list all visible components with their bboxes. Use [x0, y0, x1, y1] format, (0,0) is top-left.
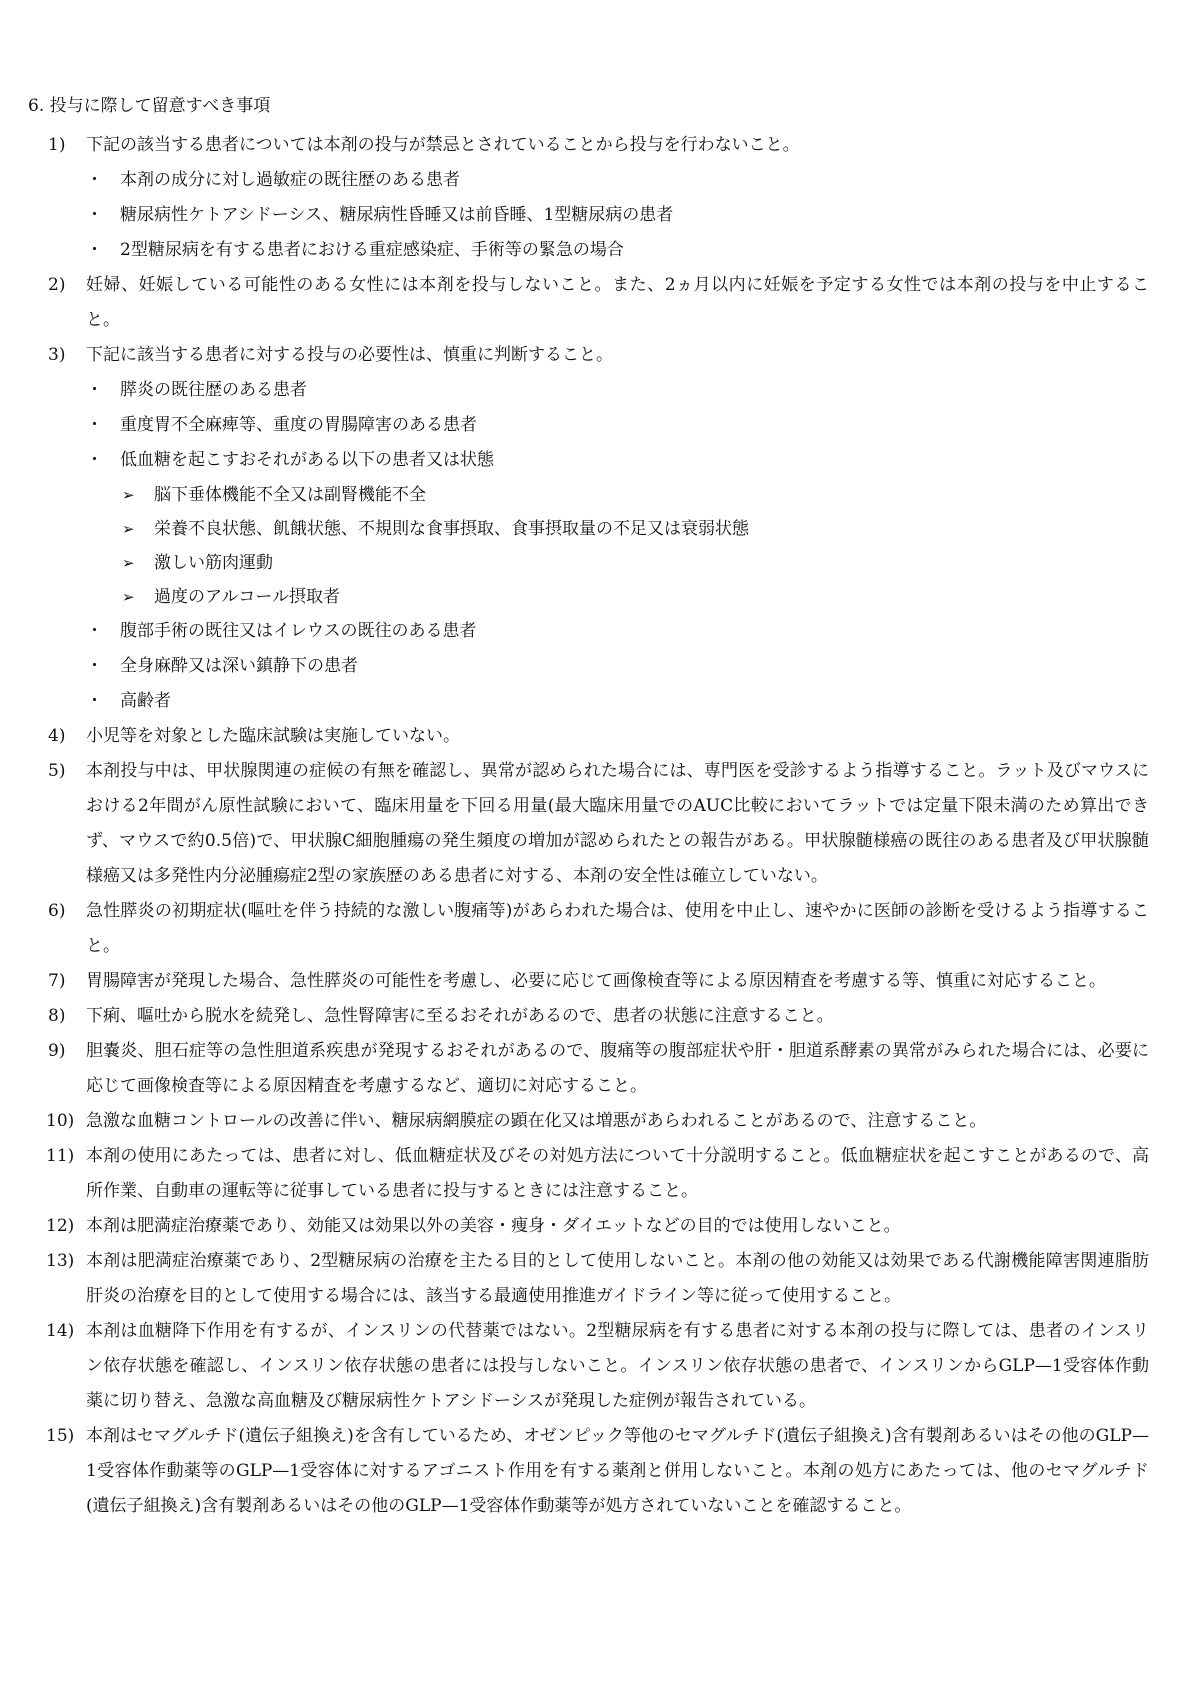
list-item-8	[0, 999, 1149, 1034]
item-number: 5)	[48, 761, 66, 781]
item-text: 小児等を対象とした臨床試験は実施していない。	[86, 726, 460, 746]
arrow-bullet-icon: ➢	[122, 520, 135, 538]
list-item-11	[0, 1139, 1149, 1209]
list-item-5	[0, 754, 1149, 894]
item-number: 15)	[46, 1426, 75, 1446]
item-text: 本剤は肥満症治療薬であり、2型糖尿病の治療を主たる目的として使用しないこと。本剤の他の効能又は効果である代謝機能障害関連脂肪肝炎の治療を目的として使用する場合には、該当する最適使用推進ガイドライン等に従って使用すること。	[86, 1251, 1149, 1306]
list-item-15	[0, 1419, 1149, 1524]
arrow-item	[0, 512, 1181, 546]
bullet-marker: ・	[86, 450, 103, 470]
list-item-13	[0, 1244, 1149, 1314]
arrow-bullet-icon: ➢	[122, 554, 135, 572]
bullet-item	[0, 649, 1181, 684]
bullet-item	[0, 684, 1181, 719]
bullet-marker: ・	[86, 205, 103, 225]
item-text: 胆嚢炎、胆石症等の急性胆道系疾患が発現するおそれがあるので、腹痛等の腹部症状や肝・胆道系酵素の異常がみられた場合には、必要に応じて画像検査等による原因精査を考慮するなど、適切に対応すること。	[86, 1041, 1149, 1096]
item-text: 本剤投与中は、甲状腺関連の症候の有無を確認し、異常が認められた場合には、専門医を受診するよう指導すること。ラット及びマウスにおける2年間がん原性試験において、臨床用量を下回る用量(最大臨床用量でのAUC比較においてラットでは定量下限未満のため算出できず、マウスで約0.5倍)で、甲状腺C細胞腫瘍の発生頻度の増加が認められたとの報告がある。甲状腺髄様癌の既往のある患者及び甲状腺髄様癌又は多発性内分泌腫瘍症2型の家族歴のある患者に対する、本剤の安全性は確立していない。	[86, 761, 1149, 886]
item-text: 下記に該当する患者に対する投与の必要性は、慎重に判断すること。	[86, 345, 613, 365]
item-number: 11)	[46, 1146, 75, 1166]
arrow-text: 激しい筋肉運動	[154, 553, 273, 573]
list-item-14	[0, 1314, 1149, 1419]
item-text: 本剤の使用にあたっては、患者に対し、低血糖症状及びその対処方法について十分説明すること。低血糖症状を起こすことがあるので、高所作業、自動車の運転等に従事している患者に投与するときには注意すること。	[86, 1146, 1149, 1201]
item-text: 本剤は肥満症治療薬であり、効能又は効果以外の美容・痩身・ダイエットなどの目的では使用しないこと。	[86, 1216, 901, 1236]
arrow-item	[0, 478, 1181, 512]
bullet-text: 低血糖を起こすおそれがある以下の患者又は状態	[120, 450, 494, 470]
arrow-text: 過度のアルコール摂取者	[154, 587, 340, 607]
bullet-text: 本剤の成分に対し過敏症の既往歴のある患者	[120, 170, 460, 190]
item-number: 1)	[48, 135, 66, 155]
item-number: 7)	[48, 971, 66, 991]
item-number: 12)	[46, 1216, 75, 1236]
arrow-text: 栄養不良状態、飢餓状態、不規則な食事摂取、食事摂取量の不足又は衰弱状態	[154, 519, 749, 539]
item-text: 胃腸障害が発現した場合、急性膵炎の可能性を考慮し、必要に応じて画像検査等による原因精査を考慮する等、慎重に対応すること。	[86, 971, 1106, 991]
list-item-12	[0, 1209, 1149, 1244]
list-item-10	[0, 1104, 1149, 1139]
arrow-bullet-icon: ➢	[122, 588, 135, 606]
bullet-marker: ・	[86, 621, 103, 641]
list-item-9	[0, 1034, 1149, 1104]
bullet-text: 高齢者	[120, 691, 171, 711]
arrow-item	[0, 546, 1181, 580]
bullet-item	[0, 163, 1181, 198]
item-number: 4)	[48, 726, 66, 746]
bullet-marker: ・	[86, 691, 103, 711]
bullet-marker: ・	[86, 380, 103, 400]
bullet-item	[0, 408, 1181, 443]
bullet-marker: ・	[86, 170, 103, 190]
item-number: 8)	[48, 1006, 66, 1026]
item-number: 9)	[48, 1041, 66, 1061]
bullet-item	[0, 198, 1181, 233]
section-heading: 6. 投与に際して留意すべき事項	[28, 96, 271, 116]
list-item-3	[0, 338, 1149, 373]
item-number: 14)	[46, 1321, 75, 1341]
list-item-4	[0, 719, 1149, 754]
item-text: 下痢、嘔吐から脱水を続発し、急性腎障害に至るおそれがあるので、患者の状態に注意すること。	[86, 1006, 834, 1026]
item-text: 急激な血糖コントロールの改善に伴い、糖尿病網膜症の顕在化又は増悪があらわれることがあるので、注意すること。	[86, 1111, 987, 1131]
bullet-text: 全身麻酔又は深い鎮静下の患者	[120, 656, 358, 676]
item-text: 急性膵炎の初期症状(嘔吐を伴う持続的な激しい腹痛等)があらわれた場合は、使用を中止し、速やかに医師の診断を受けるよう指導すること。	[86, 901, 1149, 956]
bullet-text: 重度胃不全麻痺等、重度の胃腸障害のある患者	[120, 415, 477, 435]
item-number: 3)	[48, 345, 66, 365]
bullet-item	[0, 443, 1181, 478]
bullet-item	[0, 233, 1181, 268]
bullet-marker: ・	[86, 415, 103, 435]
item-number: 13)	[46, 1251, 75, 1271]
item-text: 下記の該当する患者については本剤の投与が禁忌とされていることから投与を行わないこと。	[86, 135, 800, 155]
list-item-6	[0, 894, 1149, 964]
item-number: 10)	[46, 1111, 75, 1131]
bullet-item	[0, 614, 1181, 649]
bullet-text: 2型糖尿病を有する患者における重症感染症、手術等の緊急の場合	[120, 240, 624, 260]
bullet-text: 膵炎の既往歴のある患者	[120, 380, 307, 400]
bullet-marker: ・	[86, 656, 103, 676]
precautions-list	[0, 128, 1181, 1524]
item-number: 6)	[48, 901, 66, 921]
arrow-item	[0, 580, 1181, 614]
item-number: 2)	[48, 275, 66, 295]
item-text: 本剤はセマグルチド(遺伝子組換え)を含有しているため、オゼンピック等他のセマグルチド(遺伝子組換え)含有製剤あるいはその他のGLP—1受容体作動薬等のGLP—1受容体に対するアゴニスト作用を有する薬剤と併用しないこと。本剤の処方にあたっては、他のセマグルチド(遺伝子組換え)含有製剤あるいはその他のGLP—1受容体作動薬等が処方されていないことを確認すること。	[86, 1426, 1149, 1516]
bullet-item	[0, 373, 1181, 408]
list-item-1	[0, 128, 1149, 163]
bullet-text: 糖尿病性ケトアシドーシス、糖尿病性昏睡又は前昏睡、1型糖尿病の患者	[120, 205, 674, 225]
item-text: 妊婦、妊娠している可能性のある女性には本剤を投与しないこと。また、2ヵ月以内に妊娠を予定する女性では本剤の投与を中止すること。	[86, 275, 1149, 330]
bullet-text: 腹部手術の既往又はイレウスの既往のある患者	[120, 621, 477, 641]
item-text: 本剤は血糖降下作用を有するが、インスリンの代替薬ではない。2型糖尿病を有する患者に対する本剤の投与に際しては、患者のインスリン依存状態を確認し、インスリン依存状態の患者には投与しないこと。インスリン依存状態の患者で、インスリンからGLP—1受容体作動薬に切り替え、急激な高血糖及び糖尿病性ケトアシドーシスが発現した症例が報告されている。	[86, 1321, 1149, 1411]
list-item-7	[0, 964, 1149, 999]
list-item-2	[0, 268, 1149, 338]
arrow-bullet-icon: ➢	[122, 486, 135, 504]
bullet-marker: ・	[86, 240, 103, 260]
arrow-text: 脳下垂体機能不全又は副腎機能不全	[154, 485, 426, 505]
